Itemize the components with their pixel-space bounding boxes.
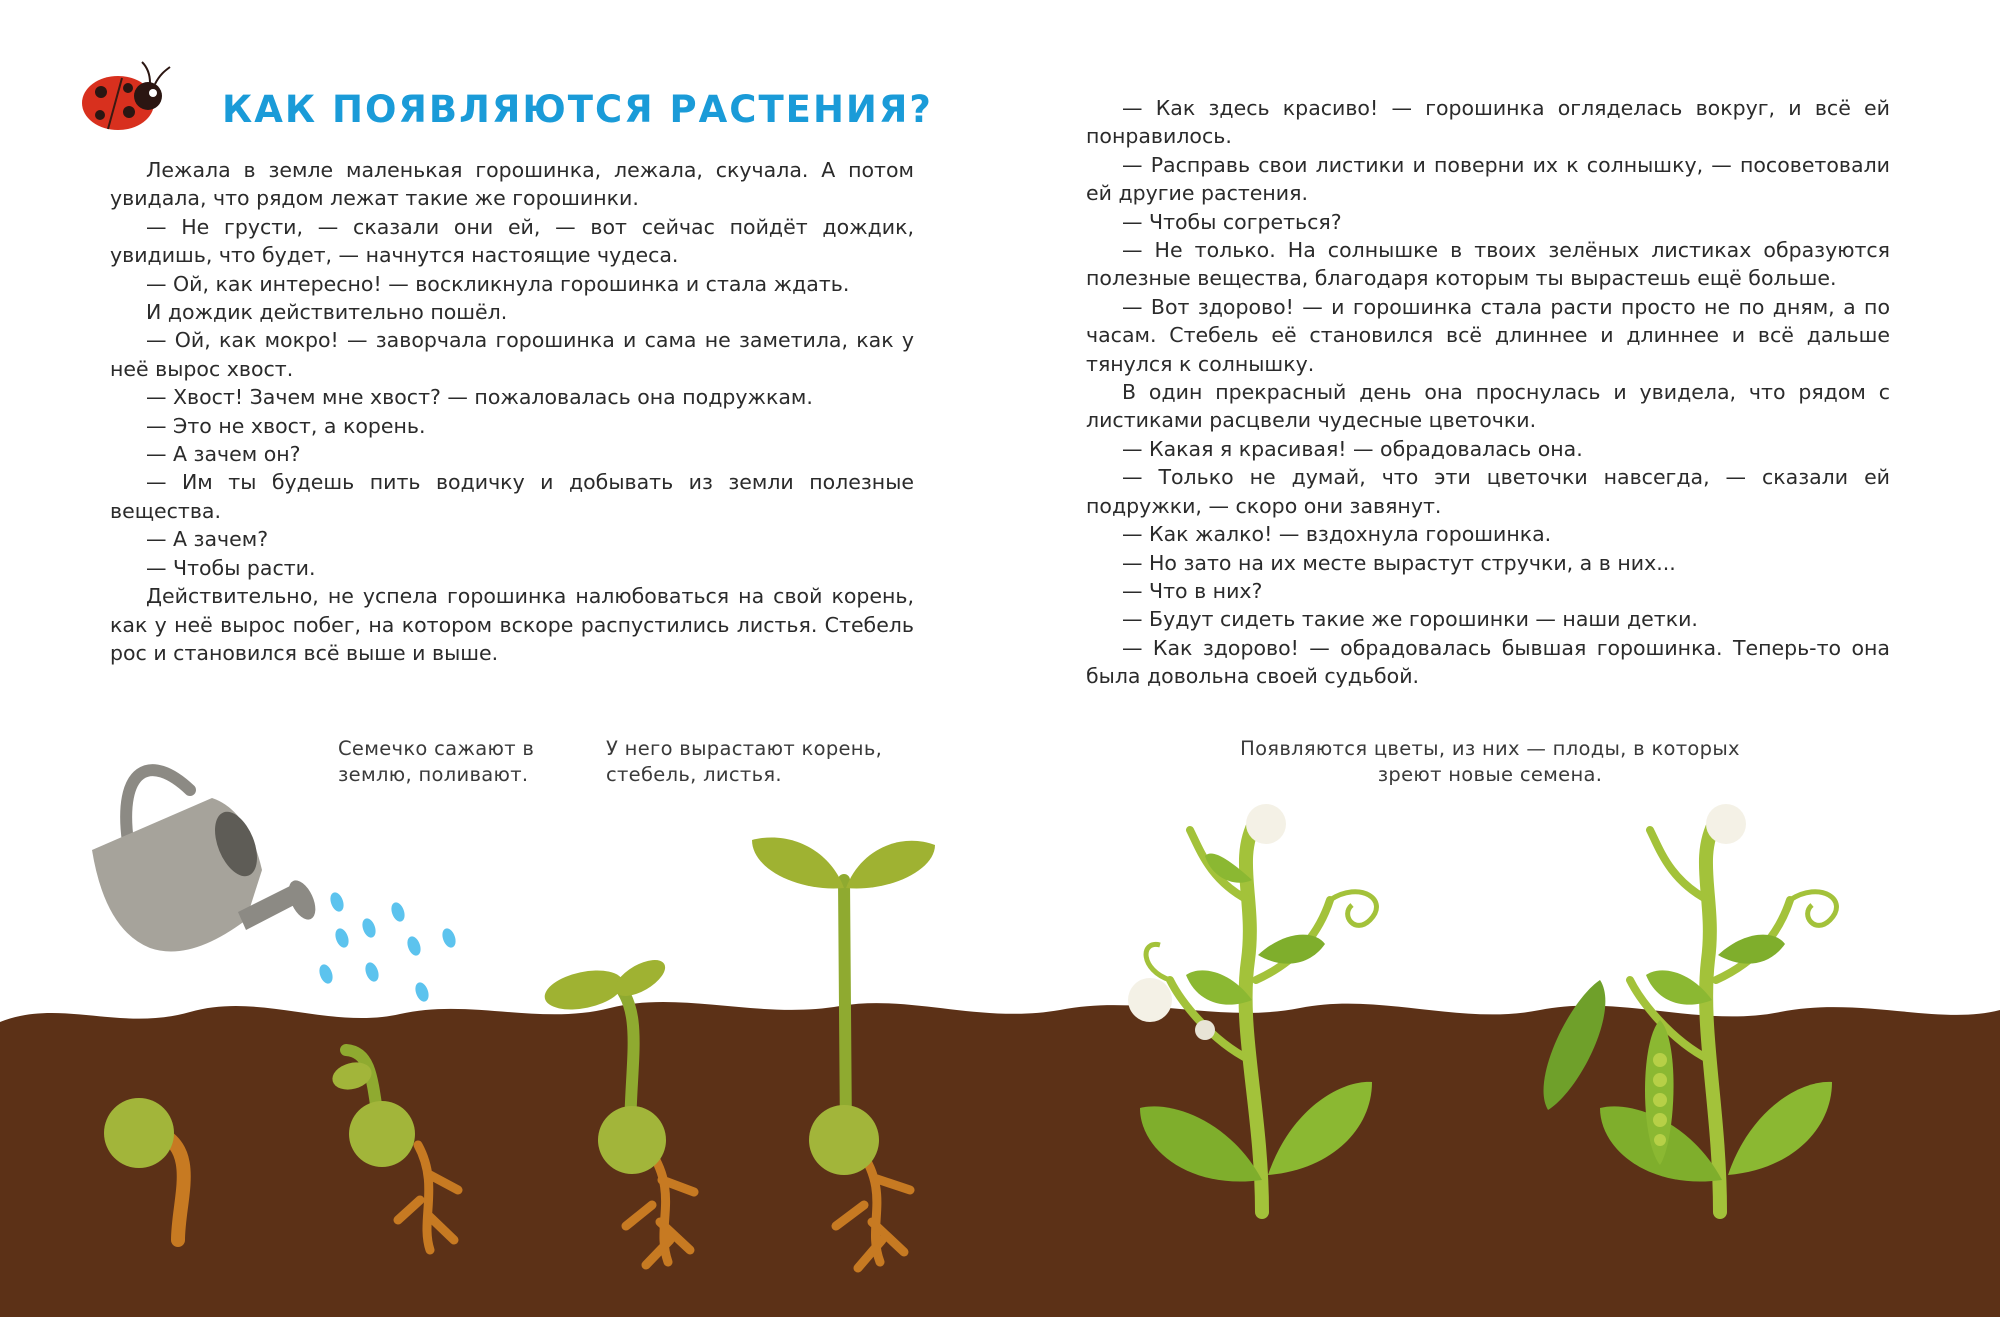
- story-paragraph: — Как жалко! — вздохнула горошинка.: [1122, 522, 1552, 547]
- story-paragraph: — Какая я красивая! — обрадовалась она.: [1122, 436, 1583, 461]
- story-paragraph: — Только не думай, что эти цветочки навсегда, — сказали ей подружки, — скоро они завянут.: [1086, 465, 1890, 518]
- story-paragraph: — А зачем?: [146, 527, 269, 552]
- story-paragraph: — Им ты будешь пить водичку и добывать из земли полезные вещества.: [110, 470, 914, 523]
- story-paragraph: — Ой, как мокро! — заворчала горошинка и сама не заметила, как у неё вырос хвост.: [110, 328, 914, 381]
- story-right-column: [1086, 94, 1890, 691]
- story-paragraph: — А зачем он?: [146, 442, 301, 467]
- story-paragraph: Действительно, не успела горошинка налюбоваться на свой корень, как у неё вырос побег, на котором вскоре распустились листья. Стебель рос и становился всё выше и выше.: [110, 584, 914, 665]
- ladybug-icon: [82, 62, 170, 130]
- story-paragraph: — Хвост! Зачем мне хвост? — пожаловалась она подружкам.: [146, 385, 813, 410]
- story-paragraph: — Как здорово! — обрадовалась бывшая горошинка. Теперь-то она была довольна своей судьбой.: [1086, 635, 1890, 689]
- story-paragraph: — Чтобы согреться?: [1122, 209, 1342, 234]
- story-paragraph: — Чтобы расти.: [146, 555, 316, 580]
- story-paragraph: И дождик действительно пошёл.: [146, 300, 508, 325]
- story-paragraph: — Но зато на их месте вырастут стручки, а в них...: [1122, 550, 1676, 575]
- story-paragraph: — Расправь свои листики и поверни их к солнышку, — посоветовали ей другие растения.: [1086, 152, 1890, 206]
- story-left-column: [110, 156, 914, 667]
- story-paragraph: — Будут сидеть такие же горошинки — наши детки.: [1122, 607, 1698, 632]
- caption-flowers: Появляются цветы, из них — плоды, в которых зреют новые семена.: [1240, 737, 1740, 786]
- story-paragraph: В один прекрасный день она проснулась и увидела, что рядом с листиками расцвели чудесные цветочки.: [1086, 380, 1890, 433]
- story-paragraph: — Ой, как интересно! — воскликнула горошинка и стала ждать.: [146, 271, 850, 296]
- story-paragraph: — Не только. На солнышке в твоих зелёных листиках образуются полезные вещества, благодаря которым ты вырастешь ещё больше.: [1086, 238, 1890, 291]
- page-title: КАК ПОЯВЛЯЮТСЯ РАСТЕНИЯ?: [222, 88, 933, 131]
- caption-planting: Семечко сажают в землю, поливают.: [338, 737, 535, 786]
- story-paragraph: — Как здесь красиво! — горошинка огляделась вокруг, и всё ей понравилось.: [1086, 96, 1890, 149]
- caption-growth: У него вырастают корень, стебель, листья.: [606, 737, 883, 786]
- story-paragraph: — Это не хвост, а корень.: [146, 413, 426, 438]
- watering-can-icon: [92, 770, 321, 951]
- story-paragraph: — Что в них?: [1122, 578, 1263, 603]
- story-paragraph: — Вот здорово! — и горошинка стала расти просто не по дням, а по часам. Стебель её становился всё длиннее и длиннее и всё дальше тянулся к солнышку.: [1086, 294, 1890, 376]
- story-paragraph: Лежала в земле маленькая горошинка, лежала, скучала. А потом увидала, что рядом лежат такие же горошинки.: [110, 158, 914, 211]
- water-drops: [317, 891, 458, 1004]
- story-paragraph: — Не грусти, — сказали они ей, — вот сейчас пойдёт дождик, увидишь, что будет, — начнутся настоящие чудеса.: [110, 214, 914, 268]
